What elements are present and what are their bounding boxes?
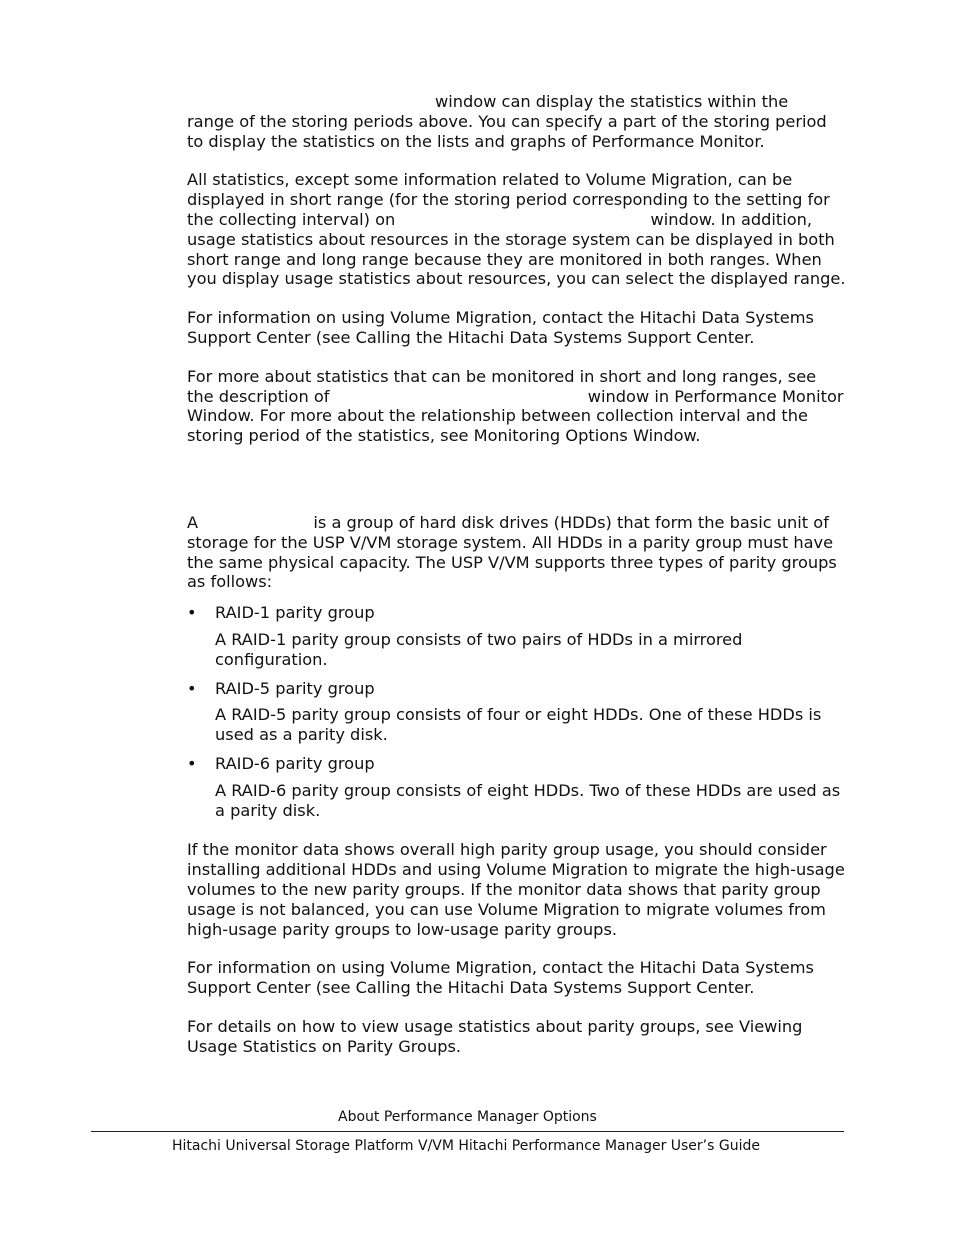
paragraph-display-range [187,92,847,151]
list-item [187,603,847,669]
parity-group-types-list [187,603,847,820]
paragraph-text: window can display the statistics within the [435,92,789,111]
paragraph-more-about-statistics [187,367,847,446]
list-item [187,754,847,820]
document-body [187,92,847,1056]
paragraph-volume-migration-contact: For information on using Volume Migration, contact the Hitachi Data Systems Support Center (see Calling the Hitachi Data Systems Support Center. [187,308,814,347]
paragraph-text: window in Performance Monitor Window. For more about the relationship between collection interval and the storing period of the statistics, see Monitoring Options Window. [187,386,844,446]
bullet-icon: • [187,603,197,623]
footer-divider [91,1131,844,1132]
paragraph-text: range of the storing periods above. You can specify a part of the storing period to display the statistics on the lists and graphs of Performance Monitor. [187,111,827,151]
footer-guide-title: Hitachi Universal Storage Platform V/VM Hitachi Performance Manager User’s Guide [172,1138,760,1154]
paragraph-text: All statistics, except some information related to Volume Migration, can be displayed in short range (for the storing period corresponding to the setting for the collecting interval) on [187,170,830,229]
footer-section-title: About Performance Manager Options [338,1109,597,1125]
paragraph-text: For more about statistics that can be monitored in short and long ranges, see the description of [187,366,817,406]
list-item-title: RAID-5 parity group [215,678,375,698]
list-item-title: RAID-1 parity group [215,603,375,623]
paragraph-short-range [187,170,847,289]
paragraph-volume-migration-contact-2: For information on using Volume Migration, contact the Hitachi Data Systems Support Center (see Calling the Hitachi Data Systems Support Center. [187,958,814,998]
paragraph-parity-group-definition [187,513,847,592]
paragraph-text: window. In addition, usage statistics about resources in the storage system can be displayed in both short range and long range because they are monitored in both ranges. When you display usage statistics about resources, you can select the displayed range. [187,209,846,289]
bullet-icon: • [187,753,197,773]
list-item-description: A RAID-6 parity group consists of eight HDDs. Two of these HDDs are used as a parity disk. [215,780,841,820]
list-item-description: A RAID-1 parity group consists of two pairs of HDDs in a mirrored configuration. [215,629,743,669]
list-item-description: A RAID-5 parity group consists of four or eight HDDs. One of these HDDs is used as a parity disk. [215,705,822,745]
bullet-icon: • [187,678,197,698]
paragraph-details-parity-groups: For details on how to view usage statistics about parity groups, see Viewing Usage Statistics on Parity Groups. [187,1016,803,1056]
paragraph-high-usage: If the monitor data shows overall high parity group usage, you should consider installing additional HDDs and using Volume Migration to migrate the high-usage volumes to the new parity groups. If the monitor data shows that parity group usage is not balanced, you can use Volume Migration to migrate volumes from high-usage parity groups to low-usage parity groups. [187,840,845,939]
paragraph-text: A [187,512,199,532]
paragraph-text: is a group of hard disk drives (HDDs) that form the basic unit of storage for the USP V/VM storage system. All HDDs in a parity group must have the same physical capacity. The USP V/VM supports three types of parity groups as follows: [187,512,837,592]
list-item [187,679,847,745]
list-item-title: RAID-6 parity group [215,753,375,773]
